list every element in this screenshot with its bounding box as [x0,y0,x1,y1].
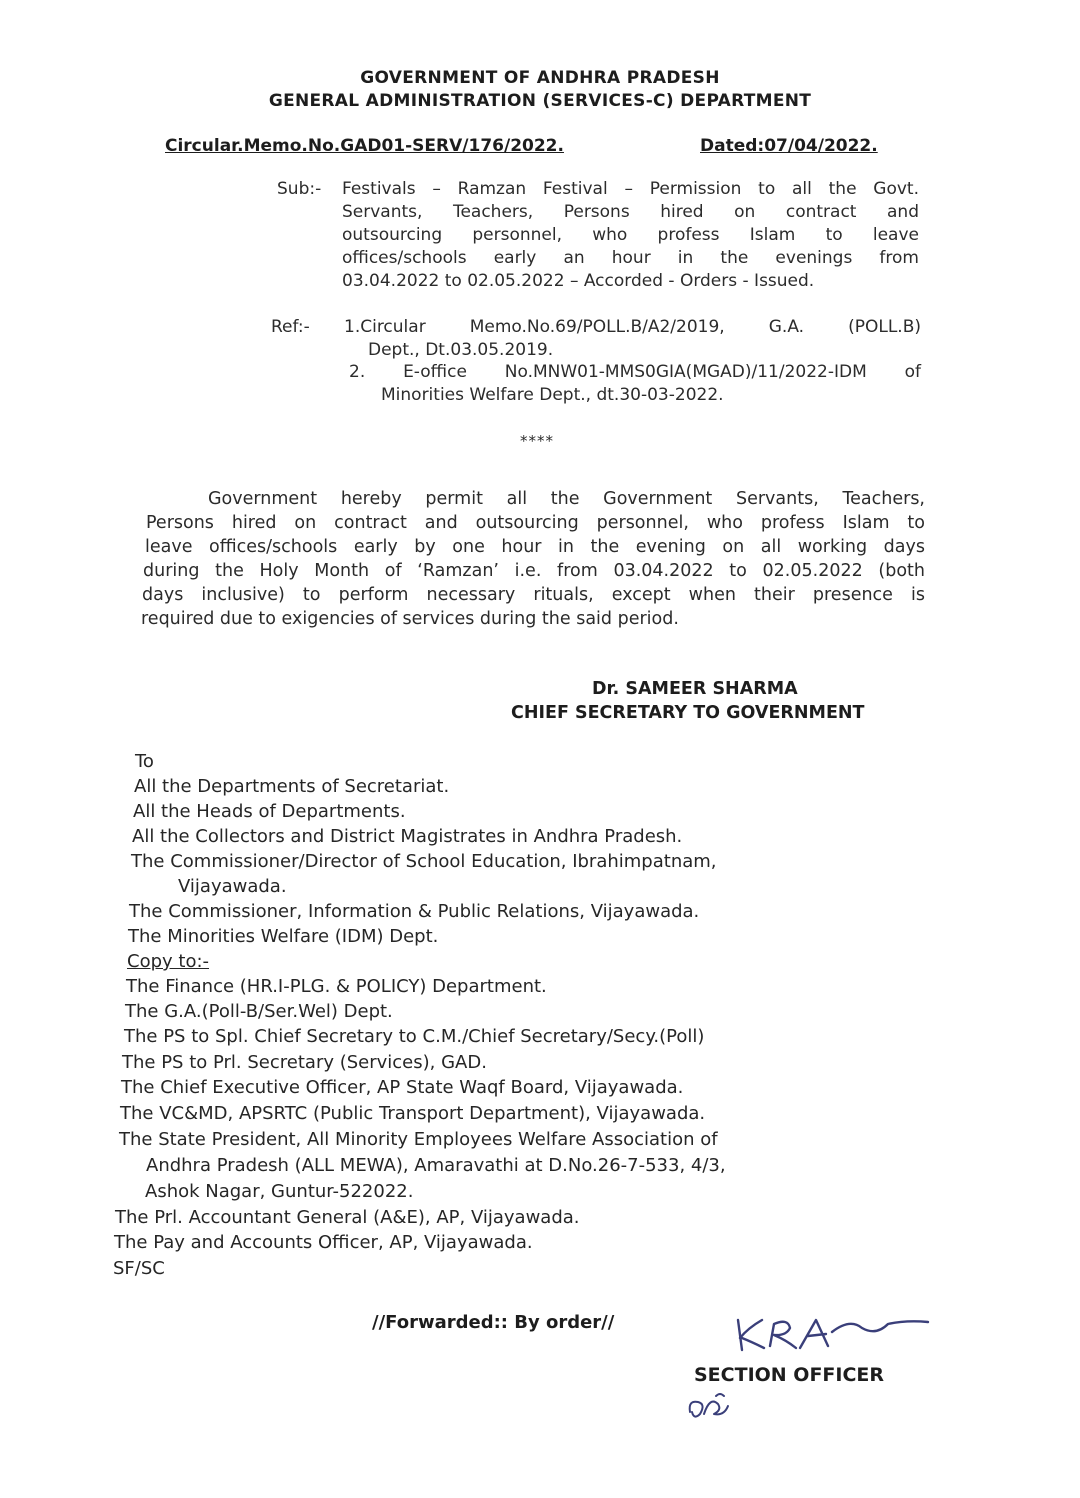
references-label: Ref:- [271,317,310,337]
memo-number: Circular.Memo.No.GAD01-SERV/176/2022. [165,136,564,156]
to-label: To [135,751,154,772]
signature-stroke [742,1338,764,1348]
distribution-item: All the Departments of Secretariat. [134,776,450,797]
memo-date: Dated:07/04/2022. [700,136,878,156]
initials-mark [684,1390,734,1424]
subject-line: outsourcing personnel, who profess Islam to leave [342,225,919,245]
distribution-item: The PS to Prl. Secretary (Services), GAD. [122,1052,487,1073]
subject-line: offices/schools early an hour in the evenings from [342,248,919,268]
body-line: days inclusive) to perform necessary rituals, except when their presence is [142,585,925,605]
body-line: Persons hired on contract and outsourcing personnel, who profess Islam to [146,513,925,533]
subject-line: Servants, Teachers, Persons hired on contract and [342,202,919,222]
signature-stroke [740,1320,762,1338]
government-heading: GOVERNMENT OF ANDHRA PRADESH [360,68,720,88]
initials-stroke [704,1402,728,1415]
file-code: SF/SC [113,1258,165,1279]
forwarded-by-order: //Forwarded:: By order// [372,1312,615,1333]
distribution-item: The VC&MD, APSRTC (Public Transport Department), Vijayawada. [120,1103,706,1124]
subject-label: Sub:- [277,179,322,199]
body-line: during the Holy Month of ‘Ramzan’ i.e. from 03.04.2022 to 02.05.2022 (both [143,561,925,581]
distribution-item: The Commissioner, Information & Public Relations, Vijayawada. [129,901,700,922]
distribution-item: The Pay and Accounts Officer, AP, Vijayawada. [114,1232,533,1253]
subject-line: 03.04.2022 to 02.05.2022 – Accorded - Orders - Issued. [342,271,815,291]
initials-stroke [716,1394,724,1396]
distribution-item: All the Heads of Departments. [133,801,406,822]
signature-stroke [832,1321,928,1332]
distribution-item: The State President, All Minority Employees Welfare Association of [119,1129,718,1150]
copy-to-label: Copy to:- [127,951,210,972]
initials-stroke [690,1402,703,1417]
signature-stroke [770,1322,796,1348]
signatory-name: Dr. SAMEER SHARMA [592,679,798,699]
separator-stars: **** [520,432,554,450]
section-officer-title: SECTION OFFICER [694,1364,885,1386]
distribution-item: The Commissioner/Director of School Education, Ibrahimpatnam, [131,851,717,872]
distribution-item: The Chief Executive Officer, AP State Waqf Board, Vijayawada. [121,1077,684,1098]
reference-2: 2. E-office No.MNW01-MMS0GIA(MGAD)/11/2022-IDM of [349,362,921,382]
reference-1: 1.Circular Memo.No.69/POLL.B/A2/2019, G.A. (POLL.B) [344,317,921,337]
distribution-item: The Prl. Accountant General (A&E), AP, Vijayawada. [115,1207,580,1228]
distribution-item: The PS to Spl. Chief Secretary to C.M./Chief Secretary/Secy.(Poll) [124,1026,705,1047]
body-line: leave offices/schools early by one hour in the evening on all working days [145,537,925,557]
signatory-title: CHIEF SECRETARY TO GOVERNMENT [511,703,865,723]
distribution-item: The Minorities Welfare (IDM) Dept. [128,926,439,947]
distribution-item: Ashok Nagar, Guntur-522022. [145,1181,414,1202]
distribution-item: All the Collectors and District Magistrates in Andhra Pradesh. [132,826,683,847]
subject-line: Festivals – Ramzan Festival – Permission to all the Govt. [342,179,919,199]
reference-1-cont: Dept., Dt.03.05.2019. [368,340,554,360]
department-heading: GENERAL ADMINISTRATION (SERVICES-C) DEPARTMENT [268,91,812,111]
distribution-item: Andhra Pradesh (ALL MEWA), Amaravathi at D.No.26-7-533, 4/3, [146,1155,726,1176]
distribution-item: The Finance (HR.I-PLG. & POLICY) Department. [126,976,547,997]
reference-2-cont: Minorities Welfare Dept., dt.30-03-2022. [381,385,724,405]
body-line: required due to exigencies of services during the said period. [141,609,679,629]
distribution-item: The G.A.(Poll-B/Ser.Wel) Dept. [125,1001,393,1022]
body-line: Government hereby permit all the Government Servants, Teachers, [208,489,925,509]
distribution-item: Vijayawada. [178,876,287,897]
handwritten-signature [728,1308,938,1358]
